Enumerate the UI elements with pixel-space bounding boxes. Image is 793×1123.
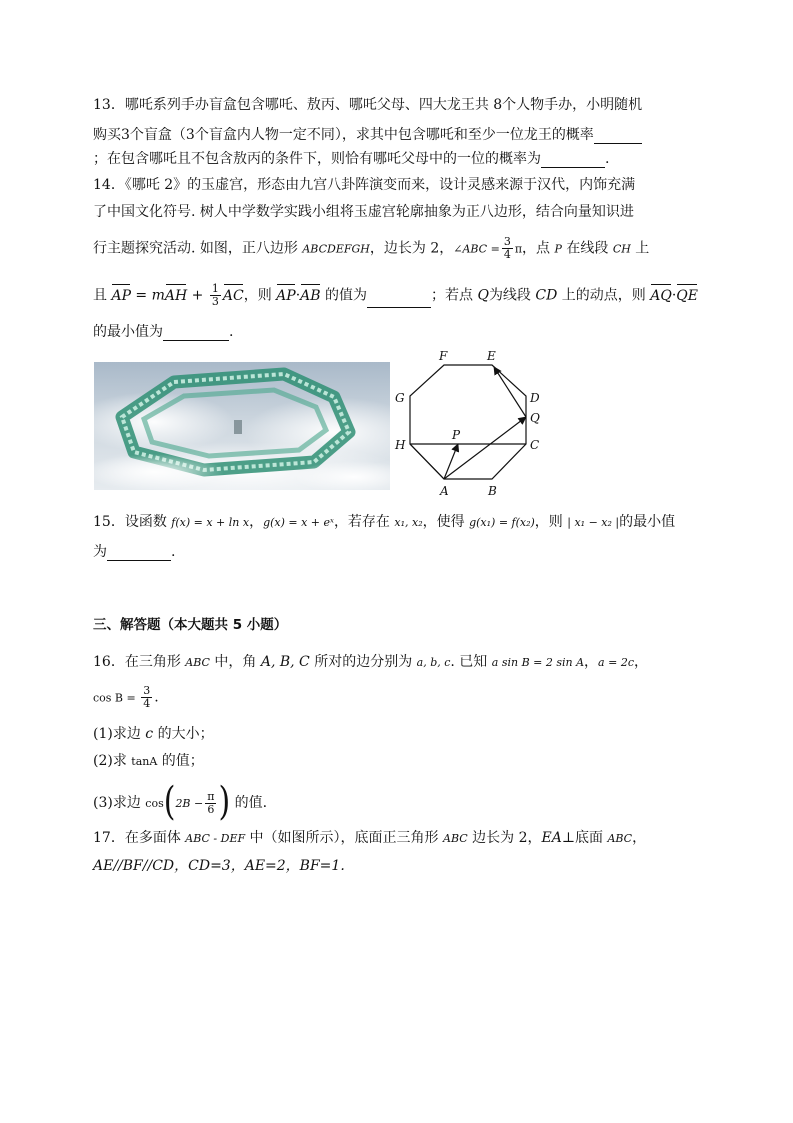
q15-text-a: 15．设函数 [93,514,172,530]
sides-abc: a, b, c [416,656,451,669]
q14-text4f: 上的动点，则 [557,287,651,304]
segment-cd: CD [535,287,558,304]
palace-photo [94,362,390,490]
q17-text-e: ， [632,830,647,846]
frac-num: 3 [143,684,151,697]
label-h: H [395,438,406,452]
g-definition: g(x) = x + eˣ [263,516,334,529]
q15-text-e: 的最小值 [619,514,676,530]
q14-text3e: 上 [630,240,650,257]
q15-text-c: ，使得 [422,514,470,530]
frac-den: 4 [503,248,511,261]
vars-x1-x2: x₁, x₂ [394,516,423,529]
answer-blank[interactable] [367,293,431,308]
q16-text-a: 16．在三角形 [93,654,186,670]
condition-2: a = 2c [598,656,634,669]
fraction-3-4 [141,685,152,710]
q16-text-f: ， [633,654,648,670]
q14-text4d: ；若点 [431,287,478,304]
dot-op: · [671,287,677,304]
condition-1: a sin B = 2 sin A [491,656,585,669]
q15-sep: ， [249,514,264,530]
label-q: Q [530,411,540,425]
edge-ea: EA [541,830,562,846]
answer-blank[interactable] [594,129,642,144]
q17-text-a: 17．在多面体 [93,830,186,846]
frac-den: 6 [207,802,215,816]
q15-line2 [93,543,175,561]
q14-text4a: 且 [93,287,112,304]
tan-a: tanA [131,755,158,768]
section-3-heading: 三、解答题（本大题共 5 小题） [93,617,288,633]
label-a: A [440,484,449,498]
q14-text3d: 在线段 [561,240,613,257]
q14-line3 [93,236,649,261]
q16-p1-end: 的大小； [153,726,214,742]
q14-text2: 了中国文化符号. 树人中学数学实践小组将玉虚宫轮廓抽象为正八边形，结合向量知识进 [93,204,634,220]
abs-difference: | x₁ − x₂ | [567,516,620,529]
vector-ab: AB [300,287,321,304]
q15-line1 [93,513,675,532]
octagon-diagram [390,345,560,505]
frac-num: π [207,789,215,803]
q17-text-d: ⊥底面 [561,830,608,846]
q14-text1: 14．《哪吒 2》的玉虚宫，形态由九宫八卦阵演变而来，设计灵感来源于汉代，内饰充满 [93,177,636,193]
q15-text-line2: 为 [93,544,107,560]
label-c: C [530,438,540,452]
label-g: G [395,391,405,405]
q16-part2 [93,752,204,771]
fraction-1-3 [210,283,221,308]
q14-text3c: ，点 [522,240,555,257]
q16-text-c: 所对的边分别为 [309,654,417,670]
answer-blank[interactable] [163,326,229,341]
q14-text4e: 为线段 [488,287,536,304]
q13-line3 [93,150,609,168]
q14-line1 [93,176,635,194]
triangle-abc: ABC [443,832,468,845]
q16-p2-end: 的值； [157,753,204,769]
q14-line2 [93,203,634,221]
q13-line2 [93,126,642,144]
var-c: c [145,726,154,742]
q15-period: . [171,544,176,560]
q16-line2 [93,685,159,710]
q17-text-line2: AE//BF//CD，CD=3，AE=2，BF=1. [93,858,345,874]
q17-text-c: 边长为 2， [467,830,542,846]
answer-blank[interactable] [107,546,171,561]
q16-text-e: ， [584,654,599,670]
q16-part1 [93,725,214,743]
angle-abc: ∠ABC = [453,242,500,256]
pi-symbol: π [514,242,523,256]
q13-text2: 购买3个盲盒（3个盲盒内人物一定不同），求其中包含哪吒和至少一位龙王的概率 [93,127,594,143]
q13-line1 [93,96,642,114]
cos-b-label: cos B = [93,691,140,705]
vector-qe: QE [676,287,698,304]
triangle-abc: ABC [185,656,210,669]
triangle-abc: ABC [607,832,633,845]
q17-line1 [93,829,646,848]
answer-blank[interactable] [541,153,605,168]
dot-op: · [295,287,301,304]
q16-part3 [93,779,268,826]
q14-text4c: 的值为 [320,287,367,304]
q14-text3b: ，边长为 2， [369,240,454,257]
fraction-pi-6 [205,791,216,816]
q16-p3-end: 的值. [230,795,268,811]
frac-den: 4 [143,697,151,710]
q14-line5 [93,323,233,341]
q16-p2-text: (2)求 [93,753,132,769]
fraction-3-4 [502,236,513,261]
two-b-minus: 2B − [175,797,204,810]
q14-text4b: ，则 [243,287,277,304]
vector-aq: AQ [650,287,672,304]
label-b: B [488,484,497,498]
label-p: P [452,428,461,442]
left-paren: ( [163,779,176,826]
segment-ch: CH [612,242,631,256]
q16-p3-text: (3)求边 [93,795,146,811]
polyhedron-name: ABC - DEF [185,832,246,845]
q14-text5a: 的最小值为 [93,324,163,340]
vector-ac: AC [222,287,244,304]
cos-label: cos [145,797,164,810]
equals: = [130,287,152,304]
q17-text-b: 中（如图所示），底面正三角形 [245,830,444,846]
frac-num: 1 [211,282,219,295]
q14-period: . [229,324,234,340]
q16-line1 [93,653,648,672]
angles-abc: A, B, C [260,654,310,670]
vector-ap: AP [276,287,296,304]
point-p: P [554,242,562,256]
q16-p1-text: (1)求边 [93,726,146,742]
vector-ah: AH [164,287,188,304]
q16-text-d: . 已知 [450,654,492,670]
q15-text-d: ，则 [534,514,568,530]
frac-num: 3 [503,235,511,248]
q16-period: . [154,689,159,706]
right-paren: ) [218,779,231,826]
var-m: m [151,287,165,304]
q14-line4 [93,283,698,308]
plus: + [187,287,208,304]
q13-text1: 13．哪吒系列手办盲盒包含哪吒、敖丙、哪吒父母、四大龙王共 8个人物手办，小明随机 [93,97,643,113]
frac-den: 3 [211,295,219,308]
q14-text3a: 行主题探究活动. 如图，正八边形 [93,240,303,257]
label-d: D [530,391,540,405]
f-definition: f(x) = x + ln x [171,516,250,529]
q16-text-b: 中，角 [209,654,261,670]
point-q: Q [477,287,489,304]
equation-g-f: g(x₁) = f(x₂) [469,516,535,529]
q13-period: . [605,151,610,167]
label-f: F [439,349,448,363]
label-e: E [487,349,496,363]
q17-line2 [93,857,345,875]
q15-text-b: ，若存在 [333,514,395,530]
octagon-name: ABCDEFGH [302,242,370,256]
q13-text3: ；在包含哪吒且不包含敖丙的条件下，则恰有哪吒父母中的一位的概率为 [93,151,541,167]
vector-ap: AP [111,287,131,304]
